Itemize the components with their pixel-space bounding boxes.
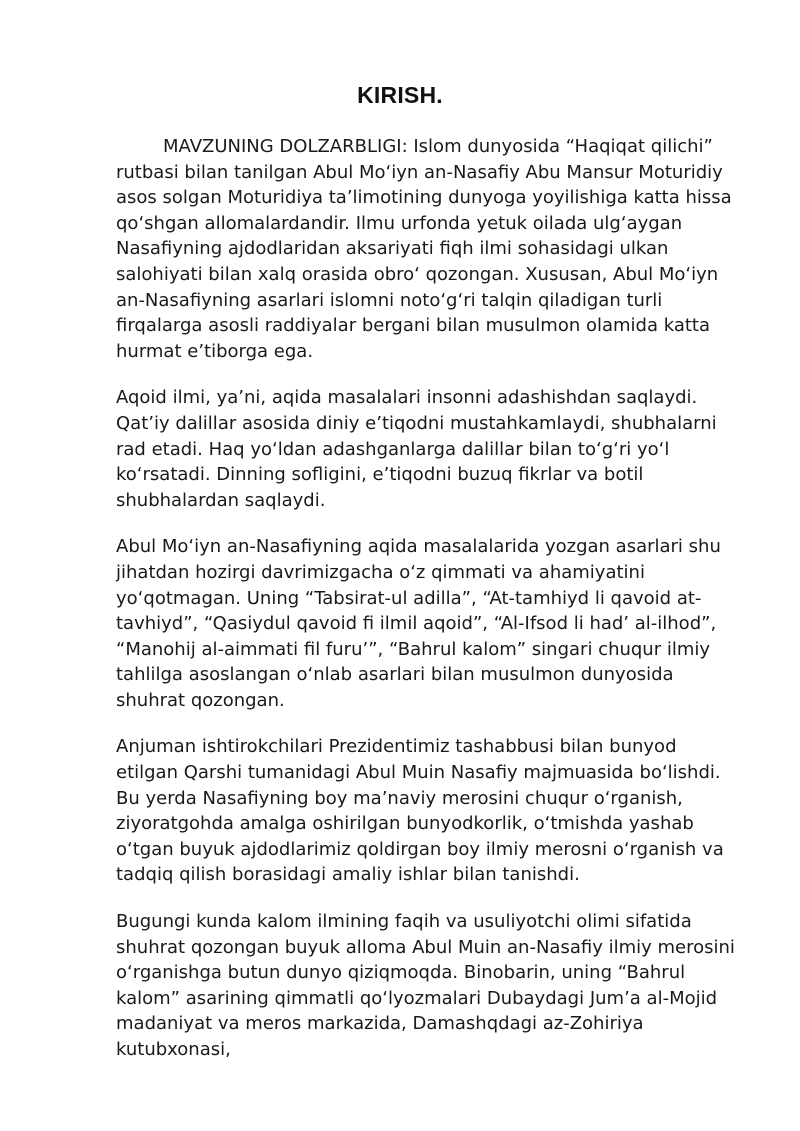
paragraph-heritage: Bugungi kunda kalom ilmining faqih va usuliyotchi olimi sifatida shuhrat qozongan buyuk alloma Abul Muin an-Nasafiy ilmiy merosini o‘rganishga butun dunyo qiziqmoqda. Binobarin, uning “Bahrul kalom” asarining qimmatli qo‘lyozmalari Dubaydagi Jum’a al-Mojid madaniyat va meros markazida, Damashqdagi az-Zohiriya kutubxonasi, [116,911,735,1060]
relevance-label: MAVZUNING DOLZARBLIGI: [163,136,408,157]
paragraph-conference: Anjuman ishtirokchilari Prezidentimiz tashabbusi bilan bunyod etilgan Qarshi tumanidagi Abul Muin Nasafiy majmuasida bo‘lishdi. Bu yerda Nasafiyning boy ma’naviy merosini chuqur o‘rganish, ziyoratgohda amalga oshirilgan bunyodkorlik, o‘tmishda yashab o‘tgan buyuk ajdodlarimiz qoldirgan boy ilmiy merosni o‘rganish va tadqiq qilish borasidagi amaliy ishlar bilan tanishdi. [116,736,724,886]
paragraph-relevance [116,134,741,364]
paragraph-works: Abul Mo‘iyn an-Nasafiyning aqida masalalarida yozgan asarlari shu jihatdan hozirgi davrimizgacha o‘z qimmati va ahamiyatini yo‘qotmagan. Uning “Tabsirat-ul adilla”, “At-tamhiyd li qavoid at-tavhiyd”, “Qasiydul qavoid fi ilmil aqoid”, “Al-Ifsod li had’ al-ilhod”, “Manohij al-aimmati fil furu’”, “Bahrul kalom” singari chuqur ilmiy tahlilga asoslangan o‘nlab asarlari bilan musulmon dunyosida shuhrat qozongan. [116,536,721,711]
paragraph-aqoid: Aqoid ilmi, ya’ni, aqida masalalari insonni adashishdan saqlaydi. Qat’iy dalillar asosida diniy e’tiqodni mustahkamlaydi, shubhalarni rad etadi. Haq yo‘ldan adashganlarga dalillar bilan to‘g‘ri yo‘l ko‘rsatadi. Dinning sofligini, e’tiqodni buzuq fikrlar va botil shubhalardan saqlaydi. [116,387,717,511]
paragraph-text: Islom dunyosida “Haqiqat qilichi” rutbasi bilan tanilgan Abul Mo‘iyn an-Nasafiy Abu Mansur Moturidiy asos solgan Moturidiya ta’limotining dunyoga yoyilishiga katta hissa qo‘shgan allomalardandir. Ilmu urfonda yetuk oilada ulg‘aygan Nasafiyning ajdodlaridan aksariyati fiqh ilmi sohasidagi ulkan salohiyati bilan xalq orasida obro‘ qozongan. Xususan, Abul Mo‘iyn an-Nasafiyning asarlari islomni noto‘g‘ri talqin qiladigan turli firqalarga asosli raddiyalar bergani bilan musulmon olamida katta hurmat e’tiborga ega. [116,136,732,362]
page-title: KIRISH. [357,82,443,108]
document-body [116,134,741,1084]
